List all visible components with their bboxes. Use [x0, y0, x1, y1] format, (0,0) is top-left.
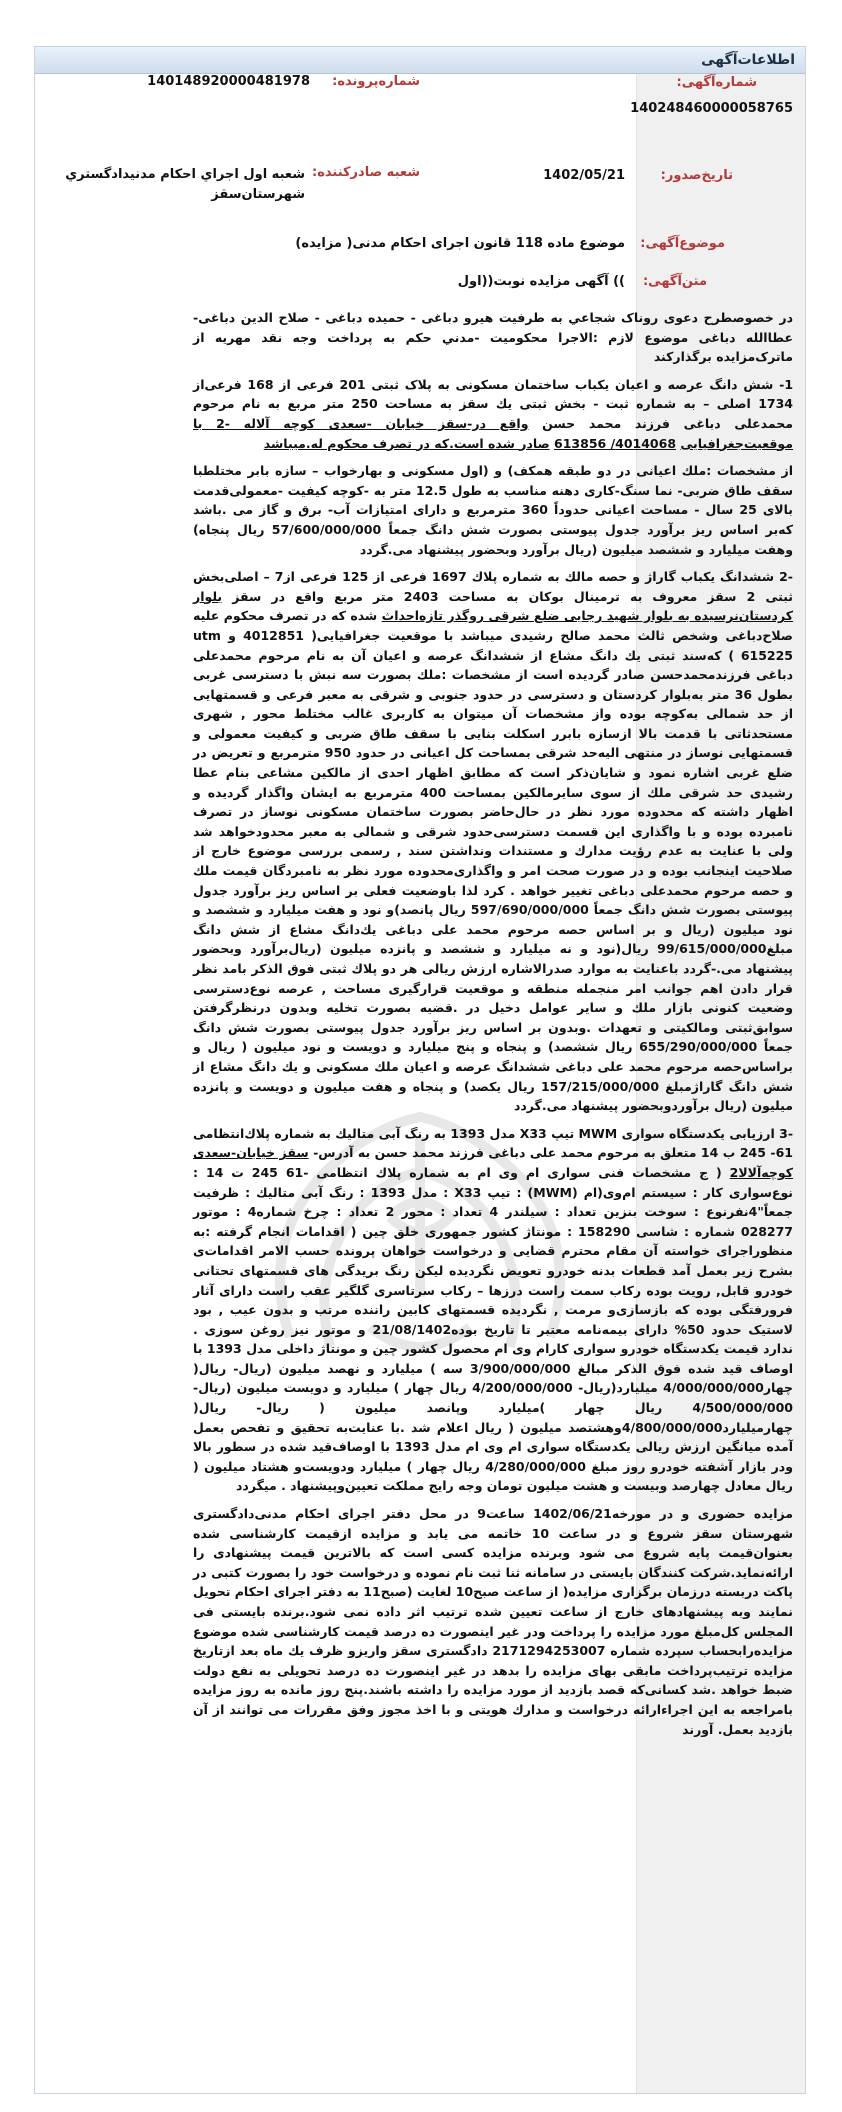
item2-details: وشخص ثالث محمد صالح رشیدی میباشد با موقعیت جغرافیایی( 4012851 و utm 615225 ) که‌سند ثبتی یك دانگ مشاع از ششدانگ عرصه و اعیان آن به نام مرحوم محمدعلی دباغی فرزندمحمدحسن صادر گردیده است از مشخصات :ملك بصورت سه نبش با دسترسی غربی بطول 36 متر به‌بلوار کردستان و دسترسی در حدود جنوبی و شرقی به معبر فرعی و قسمتهایی از حد شمالی به‌کوچه بوده واز مشخصات آن میتوان به کاربری غالب مختلط محور , شهری مستحدثاتی با قدمت بالا ازسازه بابرر اسکلت بنایی با سقف طاق ضربی و کیفیت معمولی و قسمتهایی نوساز در منتهی الیه‌حد شرقی بمساحت کل اعیانی در حدود 950 مترمربع و تعریض در ضلع غربی اشاره نمود و شایان‌ذکر است که مطابق اظهار احدی از مالکین مشاعی بنام عطا رشیدی حد شرقی ملك از سوی سایرمالکین بمساحت 400 مترمربع به ایشان واگذار گردیده و اظهار داشته که محدوده مورد نظر در حال‌حاضر بصورت ساختمان مسکونی نوساز در تصرف نامبرده بوده و با واگذاری این قسمت دسترسی‌حدود شرقی و شمالی به معبر محدودخواهد شد ولی با عنایت به عدم رؤیت مدارك و مستندات ونداشتن سند , رسمی بررسی موضوع خارج از صلاحیت اینجانب بوده و در صورت صحت امر و واگذاری‌محدوده مورد نظر به نامبردگان قیمت ملك و حصه مرحوم محمدعلی دباغی تغییر خواهد . کرد لذا باوضعیت فعلی بر اساس ریز برآورد جدول پیوستی بصورت شش دانگ جمعاً 597/690/000/000 ریال پانصد)و نود و هفت میلیارد و ششصد و نود میلیون (ریال و بر اساس حصه مرحوم محمد علی دباغی یك‌دانگ مشاع از شش دانگ مبلغ99/615/000/000 ریال(نود و نه میلیارد و ششصد و پانزده میلیون (ریال‌برآورد وبحضور پیشنهاد می.-گردد باعنایت به موارد صدرالاشاره ارزش ریالی هر دو پلاك ثبتی فوق الذکر بامد نظر قرار دادن اهم جوانب امر منجمله منطقه و موقعیت قرارگیری مساحت , عرصه نوع‌دسترسی وضعیت کنونی بازار ملك و سایر عوامل دخیل در .قضیه بصورت تخلیه وبدون درنظرگرفتن سوابق‌ثبتی ومالکیتی و تعهدات .وبدون بر اساس ریز برآورد جدول پیوستی بصورت شش دانگ جمعاً	[193, 627, 793, 1055]
item1-address: واقع در-سقز خیابان -سعدی کوچه آلاله -2 با موقعیت‌جغرافیایی	[193, 415, 793, 451]
closing-paragraph: مزایده حضوری و در مورخه1402/06/21 ساعت9 در محل دفتر اجرای احکام مدنی‌دادگستری شهرستان سقز شروع و در ساعت 10 خاتمه می یابد و مزایده ازقیمت کارشناسی شده بعنوان‌قیمت پایه شروع می شود وبرنده مزایده کسی است که بالاترین قیمت پیشنهادی را ارائه‌نماید.شرکت کنندگان بایستی در سامانه ثنا ثبت نام نموده و درخواست خود را بصورت کتبی در پاکت دربسته درزمان برگزاری مزایده( از ساعت صبح10 لغایت (صبح11 به دفتر اجرای احکام تحویل نمایند وبه پیشنهادهای خارج از ساعت تعیین شده ترتیب اثر داده نمی شود.برنده بایستی فی المجلس کل‌مبلغ مورد مزایده را پرداخت ودر غیر اینصورت ده درصد قیمت کارشناسی شده موضوع مزایده‌رابحساب سپرده شماره 2171294253007 دادگستری سقز واریزو ظرف یك ماه بعد ازتاریخ مزایده ترتیب‌پرداخت مابقی بهای مزایده را بدهد در غیر اینصورت ده درصد تحویلی به نفع دولت ضبط خواهد .شد کسانی‌که قصد بازدید از مورد مزایده را داشته باشند.پنج روز مانده به روز مزایده بامراجعه به این اجراءارائه درخواست و مدارك هویتی و با اخذ مجوز وفق مقررات می توانند از آن بازدید بعمل. آورند	[193, 1506, 793, 1737]
item2-paragraph	[193, 567, 793, 1116]
subject-label: موضوع‌آگهی:	[640, 236, 725, 251]
item3-details: ( ج مشخصات فنی سواری ام وی ام به شماره پلاك انتظامی -61 245 ت 14 : نوع‌سواری کار : سیستم ام‌وی‌(ام (MWM) : تیپ X33 : مدل 1393 : رنگ آبی متالیك : ظرفیت جمعاً"4نفرنوع : سوخت بنزین تعداد : سیلندر 4 تعداد : محور 2 تعداد : چرخ شماره4 : موتور 028277 شماره : شاسی 158290 : مونتاژ کشور جمهوری خلق چین ( اقدامات انجام گرفته :به منظوراجرای خواسته آن مقام محترم قضایی و درخواست خواهان پرونده حسب الامر اقدامات‌ی بشرح زیر بعمل آمد قطعات بدنه خودرو تعویض نگردیده لیکن رنگ بریدگی های قسمتهای تحتانی خودرو قابل, رویت بوده رکاب سمت راست درزها – رکاب سرتاسری گلگیر عقب راست دارای آثار فرورفتگی بوده که بازسازی‌و مرمت , نگردیده قسمتهای کابین راننده مرتب و بدون عیب , بود لاستیک حدود 50% دارای بیمه‌نامه معتبر تا تاریخ بوده21/08/1402 و موتور نیز روغن سوزی . ندارد قیمت یکدستگاه خودرو سواری کارام وی ام محصول کشور چین و مونتاژ داخلی مدل 1393 با اوصاف قید شده فوق الذکر مبالغ	[193, 1164, 794, 1376]
text-label: متن‌آگهی:	[642, 274, 707, 289]
issue-date: 1402/05/21	[543, 168, 625, 183]
item1-details: از مشخصات :ملك اعیانی در دو طبقه همکف) و (اول مسکونی و بهارخواب – سازه بابر مختلطبا سقف طاق ضربی- نما سنگ-کاری دهنه مناسب به طول 12.5 متر به -کوچه کیفیت -معمولی‌قدمت بالای 25 سال - مساحت اعیانی حدوداً 360 مترمربع و دارای امتیازات آب- برق و گاز می .باشد که‌بر اساس ریز برآورد جدول پیوستی بصورت شش دانگ جمعاً 57/600/000/000 ریال پنجاه) وهفت میلیارد و ششصد میلیون (ریال برآورد وبحضور پیشنهاد می.گردد	[193, 463, 793, 557]
notice-number: 140248460000058765	[630, 101, 793, 116]
notice-card	[34, 46, 806, 2094]
item2-total: ریال ششصد) و پنجاه و پنج میلیارد و دویست و نود میلیون ( ریال و براساس‌حصه مرحوم محمد علی دباغی ششدانگ عرصه و اعیان ملك مسکونی و یك دانگ مشاع از شش دانگ گاراژمبلغ 157/215/000/000 ریال یکصد) و پنجاه و هفت میلیون و دویست و پانزده میلیون (ریال برآوردوبحضور پیشنهاد می.گردد	[193, 1039, 793, 1114]
item3-paragraph	[193, 1124, 793, 1496]
item2-after: شده که در تصرف محکوم علیه صلاح‌دباغی	[193, 608, 794, 643]
issuer: شعبه اول اجراي احكام مدنيدادگستري شهرستان‌سقز	[65, 167, 305, 202]
item3-prices: سه ) میلیارد و نهصد میلیون (ریال- ریال( چهار4/000/000/000 میلیارد(ریال- 4/200/000/000 ریال چهار ) میلیارد و دویست میلیون (ریال- 4/500/000/000 ریال چهار )میلیارد وپانصد میلیون ( ریال- ریال( چهارمیلیارد4/800/000/000وهشتصد میلیون ( ریال اعلام شد .با عنایت‌به تحقیق و تفحص بعمل آمده میانگین ارزش ریالی یکدستگاه سواری ام وی ام مدل 1393 با اوصاف‌قید شده در سطور بالا ودر بازار آشفته خودرو روز مبلغ 4/280/000/000 ریال چهار ) میلیارد ودویست‌و هشتاد میلیون ( ریال معادل چهارصد وبیست و هشت میلیون تومان وجه رایج مملکت تعیین‌وپیشنهاد . میگردد	[193, 1360, 793, 1494]
notice-number-label: شماره‌آگهی:	[676, 75, 757, 90]
item2-street: بلوار کردستان‌نرسیده به بلوار شهید رجایی ضلع شرقی روگذر تازه‌احداث	[193, 588, 793, 624]
item1-coords: 4014068/ 613856	[554, 435, 677, 451]
item1-paragraph	[193, 375, 793, 453]
card-title: اطلاعات‌آگهی	[701, 52, 795, 68]
issuer-label: شعبه صادرکننده:	[312, 165, 420, 180]
subject: موضوع ماده 118 قانون اجرای احکام مدنی( مزایده)	[295, 236, 625, 251]
item1-prefix: 1- شش دانگ عرصه و اعیان یکباب ساختمان مسکونی به پلاک ثبتی 201 فرعی از 168 فرعی‌از 1734 اصلی – به شماره ثبت - بخش ثبتی یك سقز به مساحت 250 متر مربع به نام مرحوم محمدعلی دباغی فرزند محمد حسن	[193, 376, 794, 431]
case-number: 140148920000481978	[147, 74, 310, 89]
headline: )) آگهی مزایده نوبت((اول	[457, 274, 625, 289]
item3-overlap-amount: 3/900/000/000	[469, 1360, 571, 1376]
notice-body	[193, 308, 793, 1747]
item2-prefix: -2 ششدانگ یکباب گاراژ و حصه مالك به شماره پلاك 1697 فرعی از 125 فرعی از7 – اصلی‌بخش ثبتی 2 سقز معروف به ترمینال بوکان به مساحت 2403 متر مربع واقع در سقز	[193, 569, 793, 604]
card-header	[35, 47, 805, 74]
issue-date-label: تاریخ‌صدور:	[660, 168, 733, 183]
item3-address: سقز خیابان-سعدی کوچه‌آلالا2	[193, 1145, 793, 1180]
item2-overlap-amount: 655/290/000/000	[639, 1039, 758, 1055]
case-number-label: شماره‌پرونده:	[332, 74, 420, 89]
item1-tail: صادر شده است.که در تصرف محکوم له.میباشد	[263, 435, 550, 451]
intro-paragraph: در خصوصطرح دعوی روناک شجاعي به طرفيت هيرو دباغی - حميده دباغی - صلاح الدين دباغی-عطاالله دباغی موضوع لازم :الاجرا محكوميت -مدني حكم به پرداخت وجه نقد مهريه از ماترک‌مزايده برگذاركند	[193, 310, 793, 365]
item3-prefix: -3 ارزیابی یکدستگاه سواری MWM تیپ X33 مدل 1393 به رنگ آبی متالیك به شماره پلاك‌انتظامی 61- 245 ب 14 متعلق به مرحوم محمد علی دباغی فرزند محمد حسن به آدرس-	[193, 1125, 794, 1161]
